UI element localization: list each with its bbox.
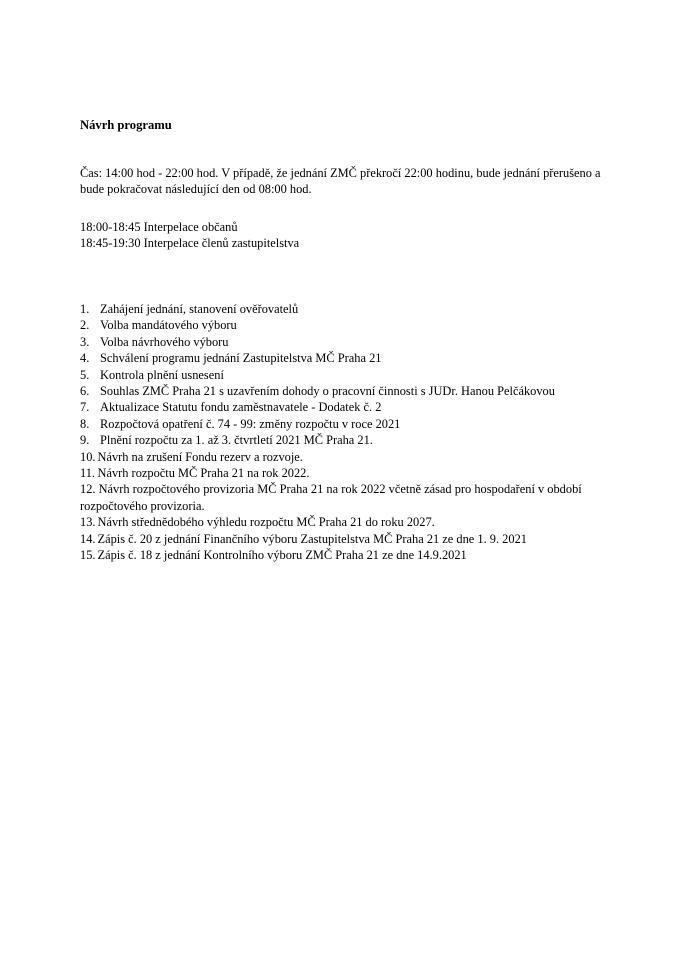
agenda-item-text: Návrh rozpočtu MČ Praha 21 na rok 2022. <box>97 466 310 481</box>
agenda-item-text: Návrh rozpočtového provizoria MČ Praha 21 na rok 2022 včetně zásad pro hospodaření v období rozpočtového provizoria. <box>80 482 582 513</box>
agenda-item-number: 8. <box>80 416 90 431</box>
agenda-item <box>80 514 620 530</box>
agenda-item-number: 2. <box>80 318 90 333</box>
agenda-item-number: 11. <box>80 466 96 481</box>
agenda-item-text: Volba mandátového výboru <box>100 318 237 333</box>
agenda-item-number: 4. <box>80 351 90 366</box>
agenda-item <box>80 367 620 383</box>
agenda-item <box>80 416 620 432</box>
agenda-item <box>80 301 620 317</box>
agenda-item-number: 10. <box>80 449 96 464</box>
agenda-item-text: Zahájení jednání, stanovení ověřovatelů <box>100 302 299 316</box>
agenda-item-text: Aktualizace Statutu fondu zaměstnavatele - Dodatek č. 2 <box>100 400 382 415</box>
agenda-item-number: 14. <box>80 531 96 546</box>
agenda-item-text: Zápis č. 20 z jednání Finančního výboru Zastupitelstva MČ Praha 21 ze dne 1. 9. 2021 <box>97 531 527 546</box>
agenda-item <box>80 547 620 563</box>
agenda-item <box>80 432 620 448</box>
agenda-item <box>80 399 620 415</box>
agenda-item-text: Schválení programu jednání Zastupitelstva MČ Praha 21 <box>100 351 382 366</box>
agenda-item <box>80 383 620 399</box>
agenda-item-text: Návrh střednědobého výhledu rozpočtu MČ Praha 21 do roku 2027. <box>97 515 435 530</box>
agenda-item-number: 1. <box>80 302 90 316</box>
agenda-item-number: 6. <box>80 384 90 399</box>
schedule-line-members: 18:45-19:30 Interpelace členů zastupitelstva <box>80 236 300 251</box>
agenda-item <box>80 334 620 350</box>
agenda-list <box>80 301 620 564</box>
agenda-item <box>80 350 620 366</box>
agenda-item-text: Zápis č. 18 z jednání Kontrolního výboru ZMČ Praha 21 ze dne 14.9.2021 <box>97 548 467 563</box>
agenda-item-number: 7. <box>80 400 90 415</box>
schedule-line-citizens: 18:00-18:45 Interpelace občanů <box>80 220 238 234</box>
agenda-item-number: 12. <box>80 482 96 497</box>
agenda-item <box>80 317 620 333</box>
agenda-item-number: 13. <box>80 515 96 530</box>
agenda-item-text: Souhlas ZMČ Praha 21 s uzavřením dohody o pracovní činnosti s JUDr. Hanou Pelčákovou <box>100 384 555 399</box>
agenda-item-text: Návrh na zrušení Fondu rezerv a rozvoje. <box>97 449 303 464</box>
agenda-item <box>80 465 620 481</box>
agenda-item-text: Plnění rozpočtu za 1. až 3. čtvrtletí 2021 MČ Praha 21. <box>100 433 373 448</box>
agenda-item <box>80 449 620 465</box>
agenda-item-text: Rozpočtová opatření č. 74 - 99: změny rozpočtu v roce 2021 <box>100 416 401 431</box>
agenda-item-text: Kontrola plnění usnesení <box>100 367 224 382</box>
interpellation-schedule <box>80 219 299 252</box>
agenda-item-number: 15. <box>80 548 96 563</box>
time-paragraph: Čas: 14:00 hod - 22:00 hod. V případě, že jednání ZMČ překročí 22:00 hodinu, bude jednání přerušeno a bude pokračovat následující den od 08:00 hod. <box>80 166 601 197</box>
agenda-item-number: 9. <box>80 433 90 448</box>
agenda-item-text: Volba návrhového výboru <box>100 334 229 349</box>
agenda-item <box>80 531 620 547</box>
agenda-item-number: 3. <box>80 334 90 349</box>
agenda-item <box>80 481 620 514</box>
agenda-item-number: 5. <box>80 367 90 382</box>
document-heading: Návrh programu <box>80 118 172 132</box>
